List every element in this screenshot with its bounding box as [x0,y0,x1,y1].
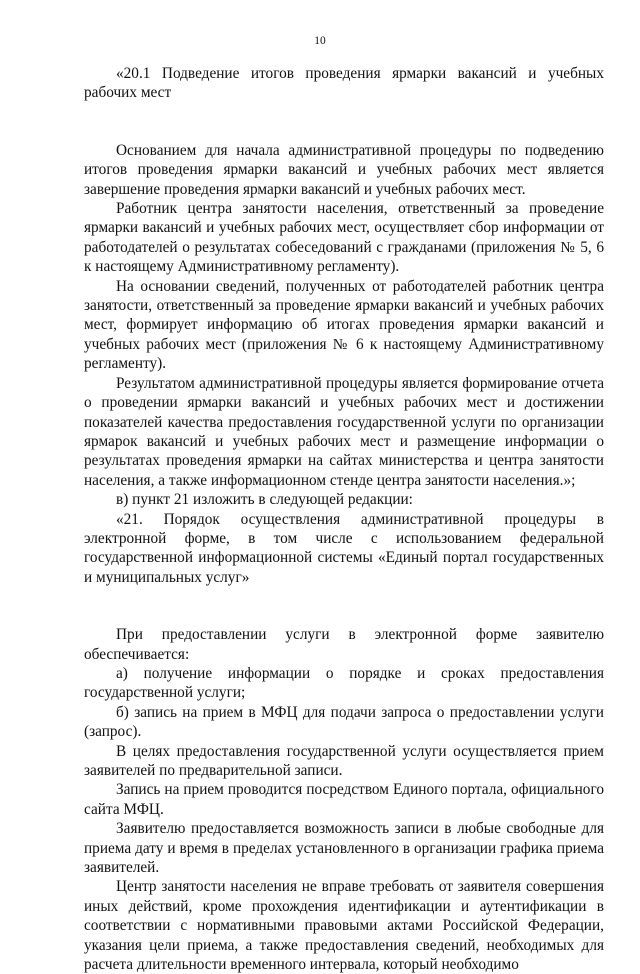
paragraph: Заявителю предоставляется возможность записи в любые свободные для приема дату и время в пределах установленного в организации графика приема заявителей. [84,820,604,877]
page-number: 10 [314,35,326,47]
list-item: а) получение информации о порядке и сроках предоставления государственной услуги; [84,664,604,702]
list-item: б) запись на прием в МФЦ для подачи запроса о предоставлении услуги (запрос). [84,703,604,741]
paragraph: Основанием для начала административной процедуры по подведению итогов проведения ярмарки вакансий и учебных рабочих мест является завершение проведения ярмарки вакансий и учебных рабочих мест. [84,141,604,198]
paragraph: в) пункт 21 изложить в следующей редакции: [116,491,413,509]
paragraph: На основании сведений, полученных от работодателей работник центра занятости, ответственный за проведение ярмарки вакансий и учебных рабочих мест, формирует информацию об итогах проведения ярмарки вакансий и учебных рабочих мест (приложения № 6 к настоящему Административному регламенту). [84,277,604,373]
spacer [84,587,604,625]
paragraph: При предоставлении услуги в электронной форме заявителю обеспечивается: [84,626,604,663]
paragraph: Запись на прием проводится посредством Единого портала, официального сайта МФЦ. [84,781,604,818]
document-body [84,64,604,974]
spacer [84,103,604,141]
paragraph: Центр занятости населения не вправе требовать от заявителя совершения иных действий, кроме прохождения идентификации и аутентификации в соответствии с нормативными правовыми актами Российской Федерации, указания цели приема, а также предоставления сведений, необходимых для расчета длительности временного интервала, который необходимо [84,878,604,974]
paragraph: В целях предоставления государственной услуги осуществляется прием заявителей по предварительной записи. [84,742,604,779]
paragraph: Работник центра занятости населения, ответственный за проведение ярмарки вакансий и учебных рабочих мест, осуществляет сбор информации от работодателей о результатах собеседований с гражданами (приложения № 5, 6 к настоящему Административному регламенту). [84,200,604,276]
section-heading-21: «21. Порядок осуществления административной процедуры в электронной форме, в том числе с использованием федеральной государственной информационной системы «Единый портал государственных и муниципальных услуг» [84,510,604,586]
paragraph: Результатом административной процедуры является формирование отчета о проведении ярмарки вакансий и учебных рабочих мест и достижении показателей качества предоставления государственной услуги по организации ярмарок вакансий и учебных рабочих мест и размещение информации о результатах проведения ярмарки на сайтах министерства и центра занятости населения, а также информационном стенде центра занятости населения.»; [84,374,604,489]
section-heading-20-1: «20.1 Подведение итогов проведения ярмарки вакансий и учебных рабочих мест [84,65,604,102]
